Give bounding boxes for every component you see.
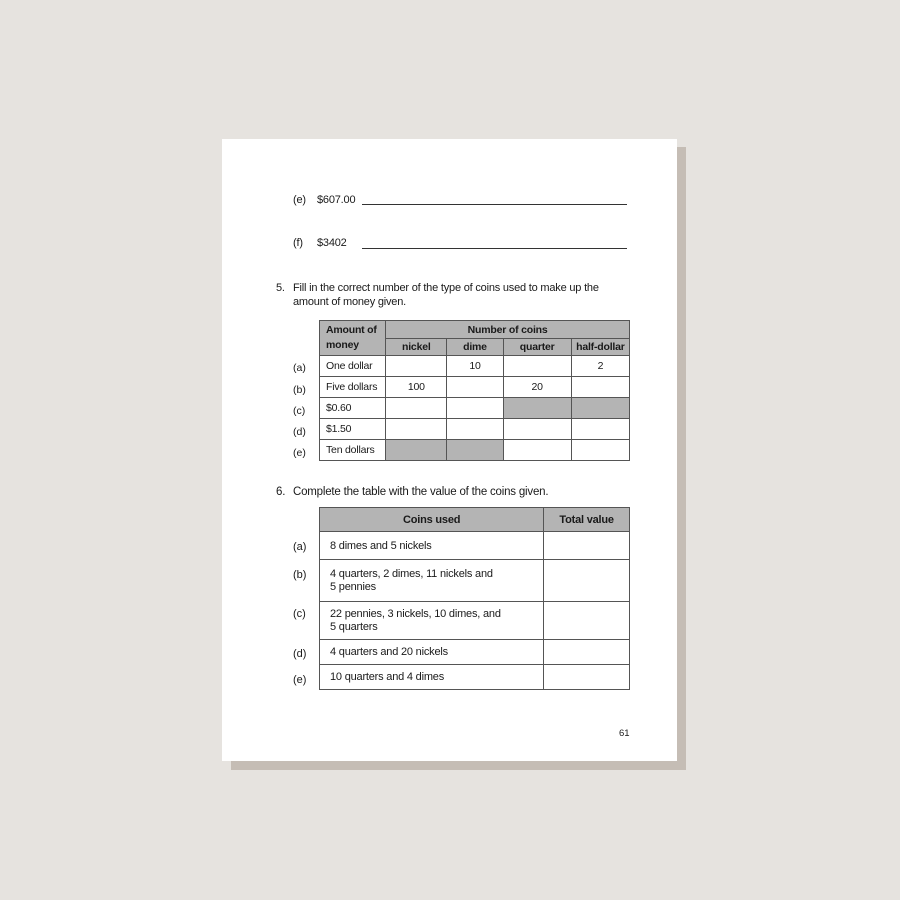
q5-row-d-amount: $1.50: [320, 419, 386, 440]
q5-row-a-amount: One dollar: [320, 356, 386, 377]
q4-item-e-answer-line[interactable]: [362, 204, 627, 205]
q5-row-c-amount: $0.60: [320, 398, 386, 419]
table-row: [320, 665, 630, 690]
q5-row-e-quarter[interactable]: [503, 440, 571, 461]
q5-col-half-dollar: half-dollar: [571, 339, 629, 356]
q5-instruction-line1: Fill in the correct number of the type of coins used to make up the: [293, 282, 599, 294]
table-row: [320, 440, 630, 461]
q4-item-f-answer-line[interactable]: [362, 248, 627, 249]
q5-row-e-amount: Ten dollars: [320, 440, 386, 461]
table-row: [320, 419, 630, 440]
q5-row-d-quarter[interactable]: [503, 419, 571, 440]
q5-row-b-nickel: 100: [386, 377, 447, 398]
q4-item-e-amount: $607.00: [317, 194, 356, 206]
q5-header-number-of-coins: Number of coins: [386, 321, 630, 339]
q5-row-b-label: (b): [293, 384, 306, 396]
q6-row-e-coins: 10 quarters and 4 dimes: [320, 665, 544, 690]
page-number: 61: [619, 728, 630, 739]
q5-col-nickel: nickel: [386, 339, 447, 356]
q6-row-c-label: (c): [293, 608, 306, 620]
q6-row-e-total-value[interactable]: [544, 665, 630, 690]
q5-row-c-label: (c): [293, 405, 306, 417]
q5-row-e-nickel-shaded: [386, 440, 447, 461]
q6-header-total-value: Total value: [544, 508, 630, 532]
q5-row-a-label: (a): [293, 362, 306, 374]
q5-row-e-dime-shaded: [447, 440, 503, 461]
q5-row-d-label: (d): [293, 426, 306, 438]
q5-row-c-dime[interactable]: [447, 398, 503, 419]
q4-item-f-label: (f): [293, 237, 303, 249]
table-row: [320, 532, 630, 560]
q6-row-d-coins: 4 quarters and 20 nickels: [320, 640, 544, 665]
q4-item-f-amount: $3402: [317, 237, 347, 249]
q4-item-e-label: (e): [293, 194, 306, 206]
q6-header-coins-used: Coins used: [320, 508, 544, 532]
q5-row-a-dime: 10: [447, 356, 503, 377]
table-row: [320, 640, 630, 665]
q6-row-d-label: (d): [293, 648, 307, 660]
q5-col-quarter: quarter: [503, 339, 571, 356]
q5-row-d-half-dollar[interactable]: [571, 419, 629, 440]
q6-row-c-coins: 22 pennies, 3 nickels, 10 dimes, and 5 quarters: [320, 602, 544, 640]
q5-header-amount: Amount of money: [320, 321, 386, 356]
q5-row-c-quarter-shaded: [503, 398, 571, 419]
q5-row-c-half-dollar-shaded: [571, 398, 629, 419]
q6-row-b-label: (b): [293, 569, 307, 581]
q5-row-b-amount: Five dollars: [320, 377, 386, 398]
q5-row-c-nickel[interactable]: [386, 398, 447, 419]
q6-row-d-total-value[interactable]: [544, 640, 630, 665]
q5-instruction-line2: amount of money given.: [293, 296, 407, 308]
table-row: [320, 356, 630, 377]
table-row: [320, 560, 630, 602]
q5-row-d-dime[interactable]: [447, 419, 503, 440]
q5-col-dime: dime: [447, 339, 503, 356]
q5-row-b-quarter: 20: [503, 377, 571, 398]
q5-coins-table: [319, 320, 630, 461]
q5-row-a-half-dollar: 2: [571, 356, 629, 377]
q6-row-a-total-value[interactable]: [544, 532, 630, 560]
q6-row-b-coins: 4 quarters, 2 dimes, 11 nickels and 5 pennies: [320, 560, 544, 602]
q6-number: 6.: [276, 486, 286, 498]
table-row: [320, 602, 630, 640]
q5-row-e-half-dollar[interactable]: [571, 440, 629, 461]
q6-row-e-label: (e): [293, 674, 307, 686]
q6-row-a-label: (a): [293, 541, 307, 553]
q6-row-a-coins: 8 dimes and 5 nickels: [320, 532, 544, 560]
q6-row-b-total-value[interactable]: [544, 560, 630, 602]
q5-row-a-nickel[interactable]: [386, 356, 447, 377]
q5-number: 5.: [276, 282, 285, 294]
table-row: [320, 398, 630, 419]
q6-coin-value-table: [319, 507, 630, 690]
q6-row-c-total-value[interactable]: [544, 602, 630, 640]
q5-row-d-nickel[interactable]: [386, 419, 447, 440]
table-row: [320, 377, 630, 398]
q5-row-b-dime[interactable]: [447, 377, 503, 398]
q5-row-b-half-dollar[interactable]: [571, 377, 629, 398]
q5-row-e-label: (e): [293, 447, 306, 459]
q5-row-a-quarter[interactable]: [503, 356, 571, 377]
worksheet-page: [222, 139, 677, 761]
q6-instruction: Complete the table with the value of the coins given.: [293, 486, 549, 498]
